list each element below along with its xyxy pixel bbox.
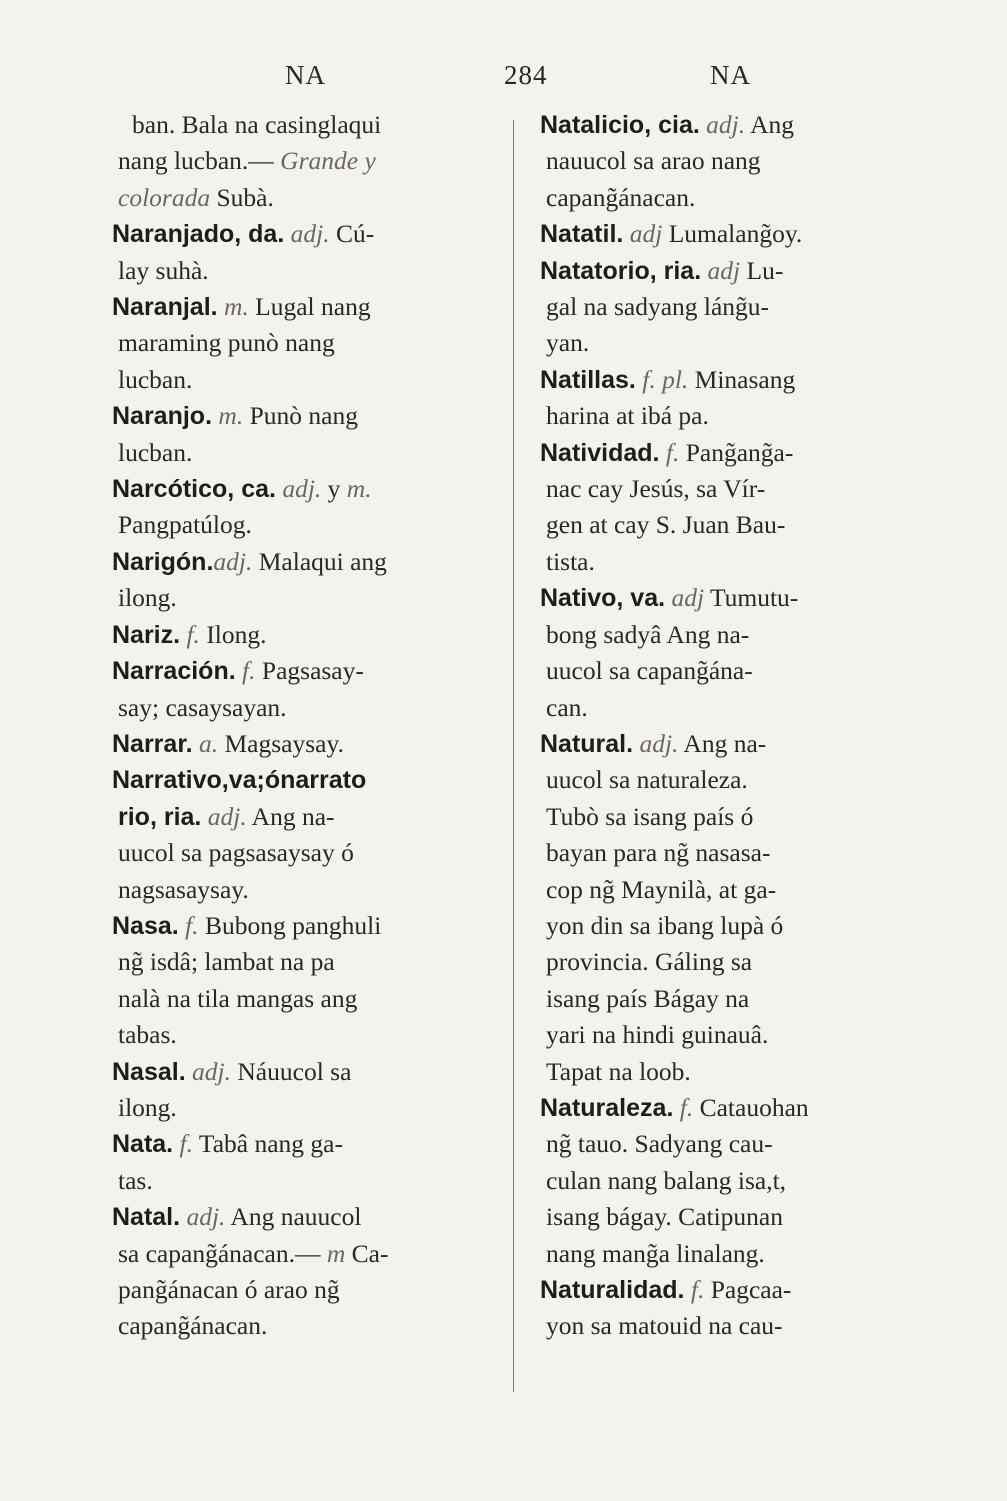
column-divider	[513, 120, 514, 1392]
entry-line: nac cay Jesús, sa Vír-	[546, 474, 766, 504]
left-column-entry	[98, 653, 502, 726]
left-column-entry	[98, 1126, 502, 1199]
entry-line: Narración. f. Pagsasay-	[112, 656, 364, 686]
entry-line: Naranjal. m. Lugal nang	[112, 292, 371, 322]
right-column-entry	[526, 726, 930, 1090]
entry-line: uucol sa pagsasaysay ó	[118, 838, 354, 868]
left-column	[98, 107, 502, 1345]
entry-line: Narrativo,va;ónarrato	[112, 766, 367, 795]
entry-line: Nasal. adj. Náuucol sa	[112, 1056, 352, 1086]
entry-line: Natillas. f. pl. Minasang	[540, 364, 796, 394]
right-column	[526, 107, 930, 1345]
entry-line: Natatorio, ria. adj Lu-	[540, 255, 784, 285]
right-column-entry	[526, 1090, 930, 1272]
entry-line: Nasa. f. Bubong panghuli	[112, 910, 382, 940]
entry-line: yon din sa ibang lupà ó	[546, 910, 784, 940]
entry-line: ilong.	[118, 1092, 177, 1122]
right-column-entry	[526, 580, 930, 726]
left-column-entry	[98, 908, 502, 1054]
right-column-entry	[526, 107, 930, 216]
right-column-entry	[526, 253, 930, 362]
entry-line: uucol sa capang̃ána-	[546, 656, 753, 686]
entry-line: Natalicio, cia. adj. Ang	[540, 110, 795, 139]
entry-line: Natatil. adj Lumalang̃oy.	[540, 219, 803, 249]
entry-line: Nativo, va. adj Tumutu-	[540, 583, 799, 613]
entry-line: lay suhà.	[118, 255, 209, 285]
entry-line: Natural. adj. Ang na-	[540, 728, 767, 758]
entry-line: lucban.	[118, 437, 193, 467]
right-column-entry	[526, 435, 930, 581]
entry-line: Narcótico, ca. adj. y m.	[112, 474, 372, 504]
entry-line: Tapat na loob.	[546, 1056, 691, 1086]
header-left-guide-word: NA	[285, 60, 326, 90]
entry-line: tabas.	[118, 1020, 177, 1050]
entry-line: sa capang̃ánacan.— m Ca-	[118, 1238, 389, 1268]
right-column-entry	[526, 362, 930, 435]
entry-line: pang̃ánacan ó arao ng̃	[118, 1275, 340, 1304]
entry-line: colorada Subà.	[118, 182, 274, 212]
left-column-entry	[98, 1054, 502, 1127]
entry-line: isang bágay. Catipunan	[546, 1202, 783, 1232]
entry-line: rio, ria. adj. Ang na-	[118, 801, 335, 831]
left-column-entry	[98, 762, 502, 908]
entry-line: ng̃ tauo. Sadyang cau-	[546, 1129, 773, 1159]
entry-line: Narrar. a. Magsaysay.	[112, 728, 344, 758]
entry-line: gen at cay S. Juan Bau-	[546, 510, 786, 540]
entry-line: Tubò sa isang país ó	[546, 801, 754, 831]
entry-line: bong sadyâ Ang na-	[546, 619, 750, 649]
left-column-entry	[98, 544, 502, 617]
entry-line: isang país Bágay na	[546, 983, 750, 1013]
entry-line: bayan para ng̃ nasasa-	[546, 838, 771, 868]
entry-line: Nata. f. Tabâ nang ga-	[112, 1129, 343, 1159]
entry-line: harina at ibá pa.	[546, 401, 709, 431]
entry-line: lucban.	[118, 364, 193, 394]
entry-line: Nariz. f. Ilong.	[112, 619, 267, 649]
entry-line: Naranjo. m. Punò nang	[112, 401, 358, 431]
entry-line: Natividad. f. Pang̃ang̃a-	[540, 437, 794, 467]
left-column-entry	[98, 617, 502, 653]
entry-line: Pangpatúlog.	[118, 510, 252, 540]
entry-line: gal na sadyang láng̃u-	[546, 292, 770, 322]
entry-line: nalà na tila mangas ang	[118, 983, 358, 1013]
entry-line: can.	[546, 692, 588, 722]
entry-line: nang lucban.— Grande y	[118, 146, 376, 176]
left-column-entry	[98, 289, 502, 398]
entry-line: ilong.	[118, 583, 177, 613]
left-column-entry	[98, 471, 502, 544]
entry-line: nagsasaysay.	[118, 874, 249, 904]
entry-line: Natal. adj. Ang nauucol	[112, 1202, 362, 1232]
entry-line: maraming punò nang	[118, 328, 335, 358]
right-column-entry	[526, 216, 930, 252]
running-header	[0, 60, 1007, 100]
entry-line: culan nang balang isa,t,	[546, 1165, 787, 1195]
entry-line: cop ng̃ Maynilà, at ga-	[546, 874, 777, 904]
entry-line: say; casaysayan.	[118, 692, 287, 722]
entry-line: Naranjado, da. adj. Cú-	[112, 219, 375, 249]
left-column-entry	[98, 216, 502, 289]
entry-line: nauucol sa arao nang	[546, 146, 761, 176]
left-column-entry	[98, 398, 502, 471]
entry-line: Naturalidad. f. Pagcaa-	[540, 1275, 792, 1304]
entry-line: Naturaleza. f. Catauohan	[540, 1092, 809, 1122]
entry-line: tista.	[546, 546, 595, 576]
left-column-entry	[98, 726, 502, 762]
entry-line: nang mang̃a linalang.	[546, 1238, 765, 1268]
entry-line: ban. Bala na casinglaqui	[132, 110, 382, 139]
right-column-entry	[526, 1272, 930, 1345]
entry-line: yari na hindi guinauâ.	[546, 1020, 769, 1050]
entry-line: uucol sa naturaleza.	[546, 765, 748, 795]
entry-line: capang̃ánacan.	[546, 182, 696, 212]
header-right-guide-word: NA	[710, 60, 751, 90]
entry-line: yan.	[546, 328, 590, 358]
left-column-entry	[98, 107, 502, 216]
entry-line: Narigón.adj. Malaqui ang	[112, 546, 387, 576]
page-number: 284	[504, 60, 548, 90]
entry-line: tas.	[118, 1165, 153, 1195]
entry-line: capang̃ánacan.	[118, 1311, 268, 1341]
entry-line: ng̃ isdâ; lambat na pa	[118, 947, 335, 977]
entry-line: provincia. Gáling sa	[546, 947, 753, 977]
entry-line: yon sa matouid na cau-	[546, 1311, 783, 1341]
left-column-entry	[98, 1199, 502, 1345]
